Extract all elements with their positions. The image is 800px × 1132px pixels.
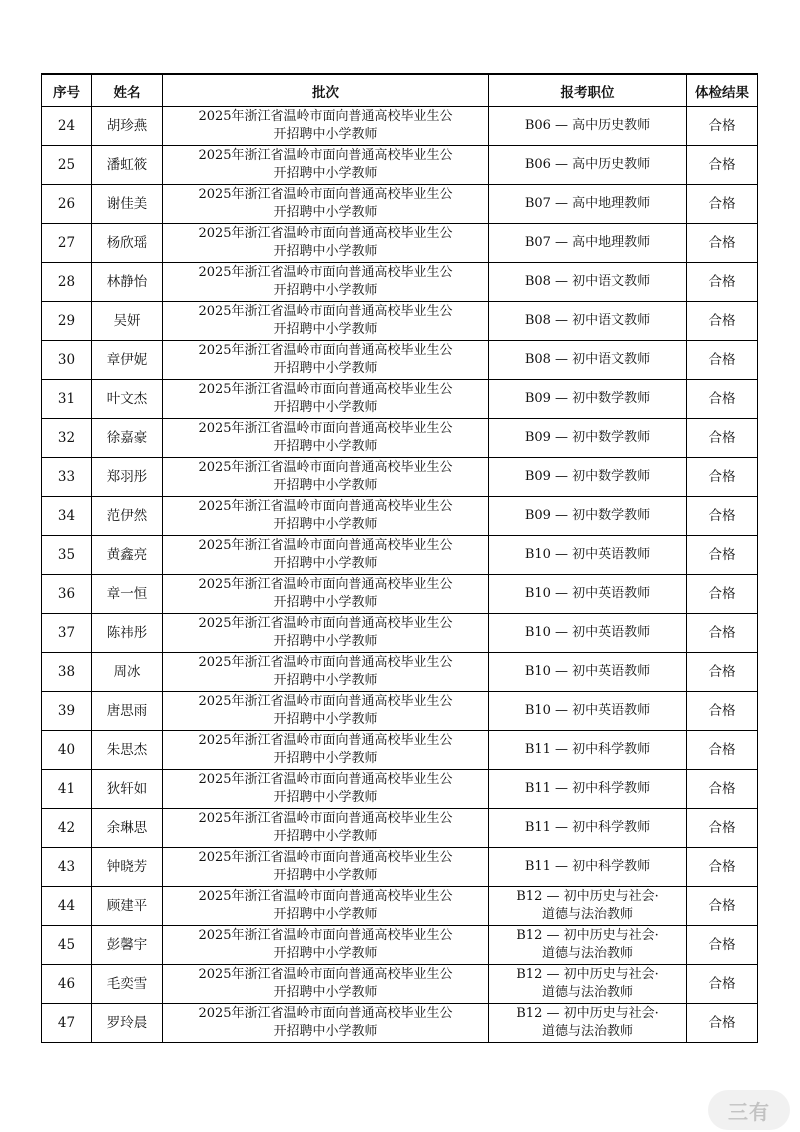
cell-result: 合格 xyxy=(687,458,758,497)
position-line: B12 — 初中历史与社会· xyxy=(516,1006,659,1021)
batch-line: 开招聘中小学教师 xyxy=(273,556,378,571)
batch-line: 2025年浙江省温岭市面向普通高校毕业生公 xyxy=(198,421,453,436)
cell-position xyxy=(489,458,687,497)
cell-batch xyxy=(163,302,489,341)
batch-line: 开招聘中小学教师 xyxy=(273,634,378,649)
cell-name: 谢佳美 xyxy=(92,185,163,224)
position-line: B10 — 初中英语教师 xyxy=(524,547,651,562)
cell-name: 毛奕雪 xyxy=(92,965,163,1004)
table-row xyxy=(42,263,758,302)
cell-position xyxy=(489,1004,687,1043)
table-row xyxy=(42,302,758,341)
header-result: 体检结果 xyxy=(687,74,758,107)
table-row xyxy=(42,419,758,458)
position-line: B10 — 初中英语教师 xyxy=(524,625,651,640)
cell-name: 狄轩如 xyxy=(92,770,163,809)
cell-batch xyxy=(163,614,489,653)
batch-line: 2025年浙江省温岭市面向普通高校毕业生公 xyxy=(198,811,453,826)
cell-number: 32 xyxy=(42,419,92,458)
cell-name: 钟晓芳 xyxy=(92,848,163,887)
cell-position xyxy=(489,536,687,575)
table-row xyxy=(42,887,758,926)
cell-name: 林静怡 xyxy=(92,263,163,302)
cell-position xyxy=(489,926,687,965)
cell-position xyxy=(489,653,687,692)
cell-name: 章一恒 xyxy=(92,575,163,614)
batch-line: 开招聘中小学教师 xyxy=(273,907,378,922)
batch-line: 2025年浙江省温岭市面向普通高校毕业生公 xyxy=(198,850,453,865)
cell-result: 合格 xyxy=(687,302,758,341)
batch-line: 开招聘中小学教师 xyxy=(273,1024,378,1039)
cell-batch xyxy=(163,419,489,458)
cell-position xyxy=(489,107,687,146)
cell-name: 吴妍 xyxy=(92,302,163,341)
position-line: B06 — 高中历史教师 xyxy=(524,118,651,133)
batch-line: 2025年浙江省温岭市面向普通高校毕业生公 xyxy=(198,304,453,319)
cell-batch xyxy=(163,1004,489,1043)
batch-line: 2025年浙江省温岭市面向普通高校毕业生公 xyxy=(198,577,453,592)
cell-name: 杨欣瑶 xyxy=(92,224,163,263)
batch-line: 开招聘中小学教师 xyxy=(273,751,378,766)
cell-result: 合格 xyxy=(687,965,758,1004)
cell-result: 合格 xyxy=(687,731,758,770)
cell-name: 唐思雨 xyxy=(92,692,163,731)
batch-line: 2025年浙江省温岭市面向普通高校毕业生公 xyxy=(198,694,453,709)
batch-line: 开招聘中小学教师 xyxy=(273,439,378,454)
cell-name: 余琳思 xyxy=(92,809,163,848)
cell-batch xyxy=(163,653,489,692)
cell-batch xyxy=(163,497,489,536)
table-row xyxy=(42,497,758,536)
position-line: B11 — 初中科学教师 xyxy=(524,859,651,874)
position-line: B10 — 初中英语教师 xyxy=(524,664,651,679)
position-line: B09 — 初中数学教师 xyxy=(524,391,651,406)
batch-line: 2025年浙江省温岭市面向普通高校毕业生公 xyxy=(198,889,453,904)
table-row xyxy=(42,731,758,770)
table-row xyxy=(42,848,758,887)
cell-batch xyxy=(163,341,489,380)
cell-position xyxy=(489,341,687,380)
cell-number: 42 xyxy=(42,809,92,848)
table-row xyxy=(42,770,758,809)
cell-result: 合格 xyxy=(687,263,758,302)
cell-batch xyxy=(163,458,489,497)
cell-name: 徐嘉豪 xyxy=(92,419,163,458)
cell-batch xyxy=(163,926,489,965)
batch-line: 开招聘中小学教师 xyxy=(273,244,378,259)
batch-line: 开招聘中小学教师 xyxy=(273,127,378,142)
cell-batch xyxy=(163,146,489,185)
table-row xyxy=(42,380,758,419)
position-line: B11 — 初中科学教师 xyxy=(524,742,651,757)
position-line: B12 — 初中历史与社会· xyxy=(516,928,659,943)
batch-line: 开招聘中小学教师 xyxy=(273,946,378,961)
cell-number: 24 xyxy=(42,107,92,146)
table-row xyxy=(42,107,758,146)
position-line: 道德与法治教师 xyxy=(541,946,633,961)
cell-position xyxy=(489,302,687,341)
cell-result: 合格 xyxy=(687,1004,758,1043)
position-line: B10 — 初中英语教师 xyxy=(524,703,651,718)
batch-line: 开招聘中小学教师 xyxy=(273,985,378,1000)
position-line: 道德与法治教师 xyxy=(541,1024,633,1039)
batch-line: 开招聘中小学教师 xyxy=(273,478,378,493)
cell-position xyxy=(489,770,687,809)
cell-name: 顾建平 xyxy=(92,887,163,926)
cell-position xyxy=(489,731,687,770)
cell-position xyxy=(489,575,687,614)
cell-result: 合格 xyxy=(687,575,758,614)
cell-position xyxy=(489,887,687,926)
batch-line: 2025年浙江省温岭市面向普通高校毕业生公 xyxy=(198,499,453,514)
position-line: B07 — 高中地理教师 xyxy=(524,235,651,250)
cell-result: 合格 xyxy=(687,887,758,926)
batch-line: 2025年浙江省温岭市面向普通高校毕业生公 xyxy=(198,1006,453,1021)
header-number: 序号 xyxy=(42,74,92,107)
cell-batch xyxy=(163,107,489,146)
cell-number: 46 xyxy=(42,965,92,1004)
cell-result: 合格 xyxy=(687,848,758,887)
cell-name: 章伊妮 xyxy=(92,341,163,380)
header-position: 报考职位 xyxy=(489,74,687,107)
position-line: B11 — 初中科学教师 xyxy=(524,820,651,835)
cell-position xyxy=(489,497,687,536)
position-line: B09 — 初中数学教师 xyxy=(524,508,651,523)
cell-batch xyxy=(163,809,489,848)
cell-position xyxy=(489,185,687,224)
table-row xyxy=(42,536,758,575)
cell-position xyxy=(489,692,687,731)
table-row xyxy=(42,341,758,380)
table-header-row xyxy=(42,74,758,107)
table-row xyxy=(42,1004,758,1043)
batch-line: 2025年浙江省温岭市面向普通高校毕业生公 xyxy=(198,967,453,982)
cell-number: 37 xyxy=(42,614,92,653)
watermark-text: 三有 xyxy=(728,1099,770,1124)
position-line: B07 — 高中地理教师 xyxy=(524,196,651,211)
cell-position xyxy=(489,224,687,263)
cell-position xyxy=(489,419,687,458)
cell-name: 周冰 xyxy=(92,653,163,692)
cell-number: 33 xyxy=(42,458,92,497)
cell-number: 44 xyxy=(42,887,92,926)
table-row xyxy=(42,614,758,653)
position-line: B12 — 初中历史与社会· xyxy=(516,889,659,904)
batch-line: 2025年浙江省温岭市面向普通高校毕业生公 xyxy=(198,460,453,475)
cell-number: 27 xyxy=(42,224,92,263)
cell-result: 合格 xyxy=(687,341,758,380)
batch-line: 开招聘中小学教师 xyxy=(273,166,378,181)
cell-result: 合格 xyxy=(687,185,758,224)
cell-result: 合格 xyxy=(687,692,758,731)
cell-number: 41 xyxy=(42,770,92,809)
cell-batch xyxy=(163,224,489,263)
batch-line: 2025年浙江省温岭市面向普通高校毕业生公 xyxy=(198,382,453,397)
cell-batch xyxy=(163,263,489,302)
cell-number: 45 xyxy=(42,926,92,965)
cell-result: 合格 xyxy=(687,497,758,536)
cell-result: 合格 xyxy=(687,224,758,263)
table-row xyxy=(42,965,758,1004)
cell-result: 合格 xyxy=(687,146,758,185)
position-line: 道德与法治教师 xyxy=(541,907,633,922)
cell-position xyxy=(489,146,687,185)
table-row xyxy=(42,458,758,497)
position-line: B09 — 初中数学教师 xyxy=(524,430,651,445)
cell-name: 潘虹筱 xyxy=(92,146,163,185)
batch-line: 2025年浙江省温岭市面向普通高校毕业生公 xyxy=(198,187,453,202)
cell-number: 29 xyxy=(42,302,92,341)
cell-position xyxy=(489,809,687,848)
header-name: 姓名 xyxy=(92,74,163,107)
cell-number: 39 xyxy=(42,692,92,731)
cell-batch xyxy=(163,575,489,614)
batch-line: 2025年浙江省温岭市面向普通高校毕业生公 xyxy=(198,226,453,241)
cell-batch xyxy=(163,692,489,731)
table-row xyxy=(42,185,758,224)
cell-number: 47 xyxy=(42,1004,92,1043)
cell-number: 28 xyxy=(42,263,92,302)
position-line: B06 — 高中历史教师 xyxy=(524,157,651,172)
batch-line: 开招聘中小学教师 xyxy=(273,517,378,532)
batch-line: 开招聘中小学教师 xyxy=(273,595,378,610)
cell-name: 黄鑫亮 xyxy=(92,536,163,575)
cell-position xyxy=(489,380,687,419)
table-row xyxy=(42,653,758,692)
cell-result: 合格 xyxy=(687,107,758,146)
cell-batch xyxy=(163,848,489,887)
cell-name: 彭馨宇 xyxy=(92,926,163,965)
cell-batch xyxy=(163,380,489,419)
batch-line: 2025年浙江省温岭市面向普通高校毕业生公 xyxy=(198,265,453,280)
results-table xyxy=(41,73,758,1043)
table-row xyxy=(42,692,758,731)
cell-number: 34 xyxy=(42,497,92,536)
batch-line: 2025年浙江省温岭市面向普通高校毕业生公 xyxy=(198,772,453,787)
batch-line: 2025年浙江省温岭市面向普通高校毕业生公 xyxy=(198,655,453,670)
cell-batch xyxy=(163,536,489,575)
batch-line: 2025年浙江省温岭市面向普通高校毕业生公 xyxy=(198,343,453,358)
batch-line: 开招聘中小学教师 xyxy=(273,712,378,727)
cell-result: 合格 xyxy=(687,809,758,848)
batch-line: 2025年浙江省温岭市面向普通高校毕业生公 xyxy=(198,148,453,163)
cell-name: 罗玲晨 xyxy=(92,1004,163,1043)
cell-number: 25 xyxy=(42,146,92,185)
cell-batch xyxy=(163,965,489,1004)
cell-position xyxy=(489,263,687,302)
cell-name: 叶文杰 xyxy=(92,380,163,419)
cell-name: 朱思杰 xyxy=(92,731,163,770)
cell-number: 36 xyxy=(42,575,92,614)
cell-number: 30 xyxy=(42,341,92,380)
batch-line: 2025年浙江省温岭市面向普通高校毕业生公 xyxy=(198,733,453,748)
cell-result: 合格 xyxy=(687,419,758,458)
position-line: B12 — 初中历史与社会· xyxy=(516,967,659,982)
batch-line: 2025年浙江省温岭市面向普通高校毕业生公 xyxy=(198,616,453,631)
position-line: B09 — 初中数学教师 xyxy=(524,469,651,484)
cell-result: 合格 xyxy=(687,653,758,692)
cell-result: 合格 xyxy=(687,614,758,653)
cell-batch xyxy=(163,731,489,770)
cell-number: 35 xyxy=(42,536,92,575)
watermark-logo xyxy=(708,1090,790,1130)
cell-batch xyxy=(163,887,489,926)
table-row xyxy=(42,146,758,185)
cell-name: 范伊然 xyxy=(92,497,163,536)
batch-line: 开招聘中小学教师 xyxy=(273,829,378,844)
table-row xyxy=(42,809,758,848)
cell-name: 胡珍燕 xyxy=(92,107,163,146)
batch-line: 开招聘中小学教师 xyxy=(273,283,378,298)
batch-line: 开招聘中小学教师 xyxy=(273,868,378,883)
header-batch: 批次 xyxy=(163,74,489,107)
cell-number: 31 xyxy=(42,380,92,419)
position-line: B08 — 初中语文教师 xyxy=(524,352,651,367)
position-line: 道德与法治教师 xyxy=(541,985,633,1000)
batch-line: 2025年浙江省温岭市面向普通高校毕业生公 xyxy=(198,928,453,943)
batch-line: 开招聘中小学教师 xyxy=(273,790,378,805)
position-line: B08 — 初中语文教师 xyxy=(524,274,651,289)
table-row xyxy=(42,926,758,965)
cell-number: 26 xyxy=(42,185,92,224)
cell-position xyxy=(489,848,687,887)
cell-result: 合格 xyxy=(687,926,758,965)
batch-line: 开招聘中小学教师 xyxy=(273,322,378,337)
table-row xyxy=(42,224,758,263)
cell-position xyxy=(489,614,687,653)
cell-result: 合格 xyxy=(687,536,758,575)
cell-batch xyxy=(163,770,489,809)
cell-result: 合格 xyxy=(687,770,758,809)
position-line: B11 — 初中科学教师 xyxy=(524,781,651,796)
cell-name: 郑羽彤 xyxy=(92,458,163,497)
batch-line: 2025年浙江省温岭市面向普通高校毕业生公 xyxy=(198,109,453,124)
cell-result: 合格 xyxy=(687,380,758,419)
cell-position xyxy=(489,965,687,1004)
position-line: B08 — 初中语文教师 xyxy=(524,313,651,328)
batch-line: 2025年浙江省温岭市面向普通高校毕业生公 xyxy=(198,538,453,553)
table-row xyxy=(42,575,758,614)
cell-number: 38 xyxy=(42,653,92,692)
batch-line: 开招聘中小学教师 xyxy=(273,361,378,376)
cell-number: 40 xyxy=(42,731,92,770)
batch-line: 开招聘中小学教师 xyxy=(273,673,378,688)
cell-name: 陈祎彤 xyxy=(92,614,163,653)
position-line: B10 — 初中英语教师 xyxy=(524,586,651,601)
cell-number: 43 xyxy=(42,848,92,887)
batch-line: 开招聘中小学教师 xyxy=(273,400,378,415)
table-body xyxy=(42,107,758,1043)
batch-line: 开招聘中小学教师 xyxy=(273,205,378,220)
cell-batch xyxy=(163,185,489,224)
